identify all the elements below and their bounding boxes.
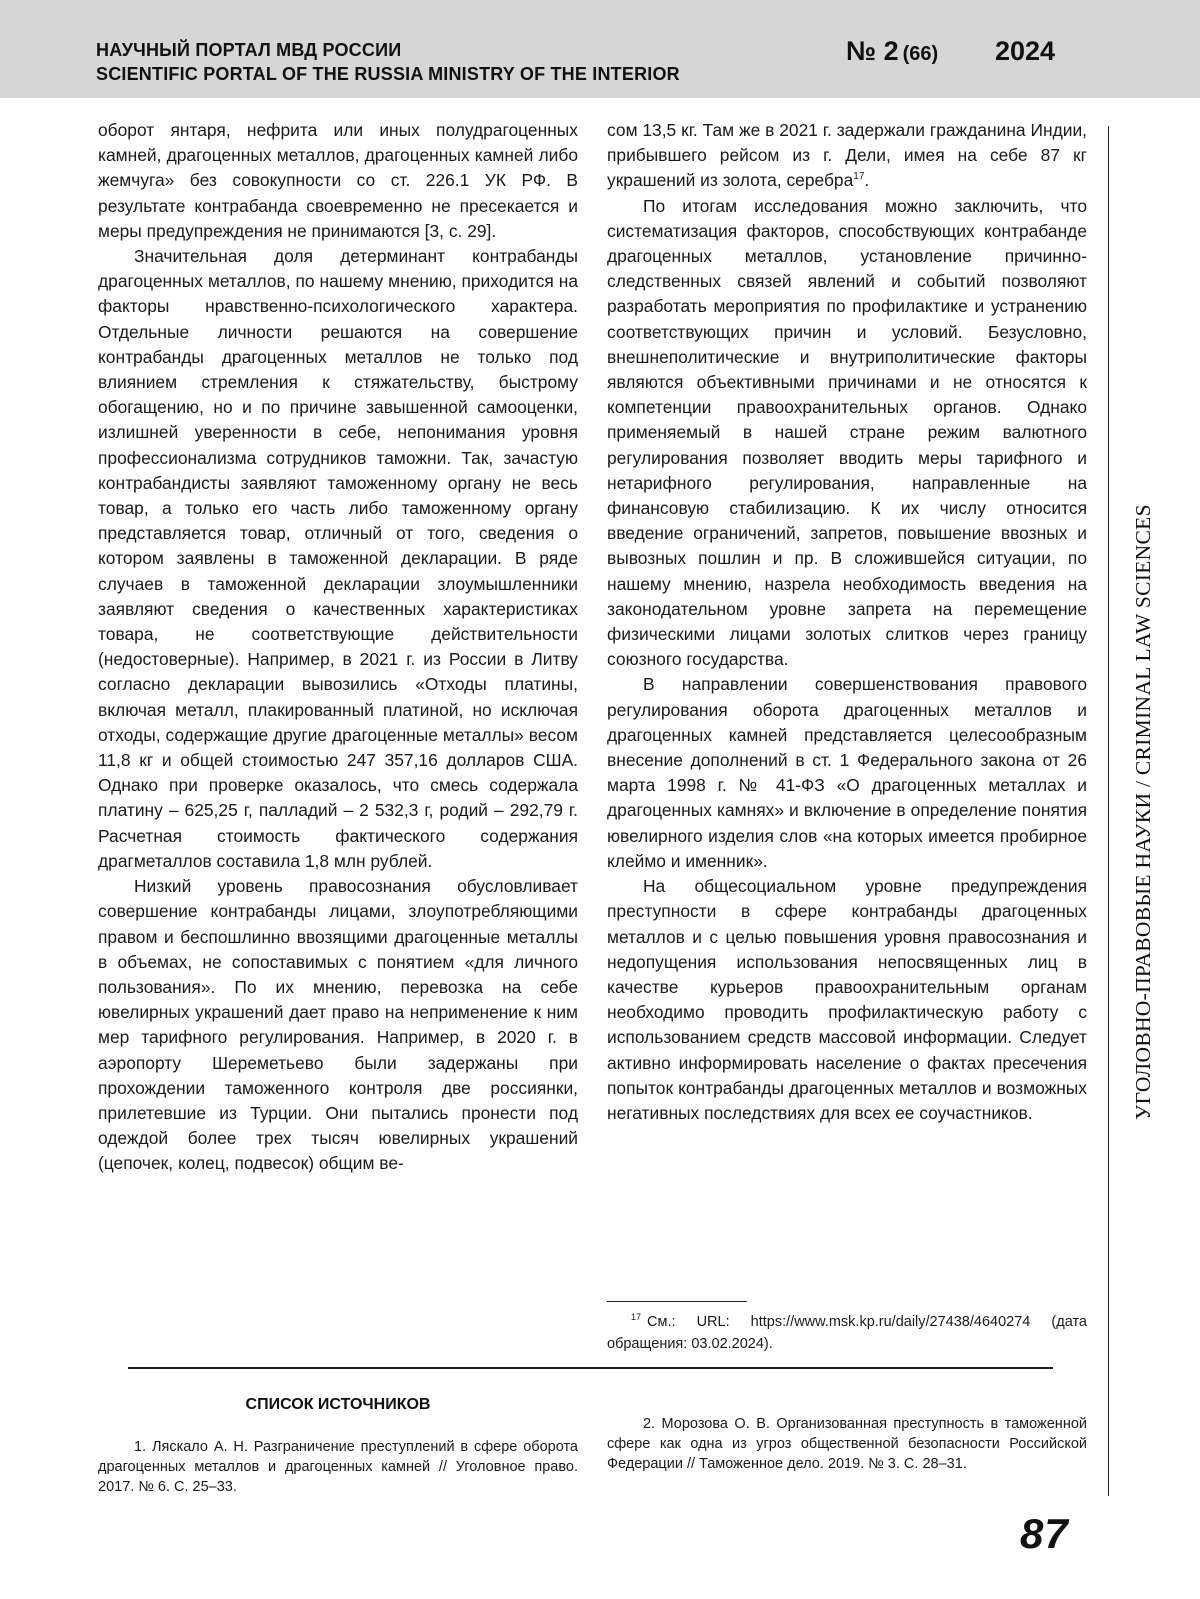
page-header xyxy=(0,0,1200,98)
reference-item: 2. Морозова О. В. Организованная преступность в таможенной сфере как одна из угроз общественной безопасности Российской Федерации // Таможенное дело. 2019. № 3. С. 28–31. xyxy=(607,1416,1087,1472)
left-column xyxy=(98,118,578,1177)
references-heading: СПИСОК ИСТОЧНИКОВ xyxy=(245,1396,431,1413)
journal-title-en: SCIENTIFIC PORTAL OF THE RUSSIA MINISTRY OF THE INTERIOR xyxy=(96,64,680,84)
right-paragraph-1 xyxy=(607,118,1087,194)
right-paragraph-4: На общесоциальном уровне предупреждения преступности в сфере контрабанды драгоценных металлов и с целью повышения уровня правосознания и недопущения использования непосвященных лиц в качестве курьеров правоохранительным органам необходимо проводить профилактическую работу с использованием средств массовой информации. Следует активно информировать население о фактах пресечения попыток контрабанды драгоценных металлов и возможных негативных последствиях для всех ее соучастников. xyxy=(607,876,1087,1123)
footnote-reference-17: 17 xyxy=(853,171,865,183)
right-paragraph-1-text: сом 13,5 кг. Там же в 2021 г. задержали гражданина Индии, прибывшего рейсом из г. Дели, имея на себе 87 кг украшений из золота, серебра xyxy=(607,120,1087,191)
footnote-mark: 17 xyxy=(631,1312,642,1322)
footnote xyxy=(607,1306,1087,1355)
issue-year: 2024 xyxy=(995,36,1056,66)
footnote-text: См.: URL: https://www.msk.kp.ru/daily/27438/4640274 (дата обращения: 03.02.2024). xyxy=(607,1313,1087,1352)
section-side-label: УГОЛОВНО-ПРАВОВЫЕ НАУКИ / CRIMINAL LAW SCIENCES xyxy=(1131,504,1155,1120)
footnote-divider xyxy=(607,1301,747,1302)
right-paragraph-3: В направлении совершенствования правового регулирования оборота драгоценных металлов и драгоценных камней представляется целесообразным внесение дополнений в ст. 1 Федерального закона от 26 марта 1998 г. № 41-ФЗ «О драгоценных металлах и драгоценных камнях» и включение в определение понятия ювелирного изделия слов «на которых имеется пробирное клеймо и именник». xyxy=(607,674,1087,871)
left-paragraph-2: Значительная доля детерминант контрабанды драгоценных металлов, по нашему мнению, приходится на факторы нравственно-психологического характера. Отдельные личности решаются на совершение контрабанды драгоценных металлов не только под влиянием стремления к стяжательству, быстрому обогащению, но и по причине завышенной самооценки, излишней уверенности в себе, непонимания уровня профессионализма сотрудников таможни. Так, зачастую контрабандисты заявляют таможенному органу не весь товар, а только его часть либо таможенному органу представляется товар, отличный от того, сведения о котором заявлены в таможенной декларации. В ряде случаев в таможенной декларации злоумышленники заявляют сведения о качественных характеристиках товара, не соответствующие действительности (недостоверные). Например, в 2021 г. из России в Литву согласно декларации вывозились «Отходы платины, включая металл, плакированный платиной, но исключая отходы, содержащие другие драгоценные металлы» весом 11,8 кг и общей стоимостью 247 357,16 долларов США. Однако при проверке оказалось, что смесь содержала платину – 625,25 г, палладий – 2 532,3 г, родий – 292,79 г. Расчетная стоимость фактического содержания драгметаллов составила 1,8 млн рублей. xyxy=(98,246,578,871)
right-paragraph-2: По итогам исследования можно заключить, что систематизация факторов, способствующих контрабанде драгоценных металлов, установление причинно-следственных связей явлений и событий позволяют разработать мероприятия по профилактике и устранению соответствующих причин и условий. Безусловно, внешнеполитические и внутриполитические факторы являются объективными причинами и не относятся к компетенции правоохранительных органов. Однако применяемый в нашей стране режим валютного регулирования позволяет вводить меры тарифного и нетарифного регулирования, направленные на финансовую стабилизацию. К их числу относится введение ограничений, запретов, повышение ввозных и вывозных пошлин и пр. В сложившейся ситуации, по нашему мнению, назрела необходимость введения на законодательном уровне запрета на перемещение физическими лицами золотых слитков через границу союзного государства. xyxy=(607,195,1087,670)
references-divider xyxy=(128,1367,1053,1369)
left-paragraph-1: оборот янтаря, нефрита или иных полудрагоценных камней, драгоценных металлов, драгоценных камней либо жемчуга» без совокупности со ст. 226.1 УК РФ. В результате контрабанда своевременно не пресекается и меры предупреждения не принимаются [3, с. 29]. xyxy=(98,120,578,241)
left-paragraph-3: Низкий уровень правосознания обусловливает совершение контрабанды лицами, злоупотребляющими правом и беспошлинно ввозящими драгоценные металлы в объемах, не сопоставимых с понятием «для личного пользования». По их мнению, перевозка на себе ювелирных украшений дает право на неприменение к ним мер тарифного регулирования. Например, в 2020 г. в аэропорту Шереметьево были задержаны при прохождении таможенного контроля две россиянки, прилетевшие из Турции. Они пытались пронести под одеждой более трех тысяч ювелирных украшений (цепочек, колец, подвесок) общим ве- xyxy=(98,876,578,1174)
reference-item: 1. Ляскало А. Н. Разграничение преступлений в сфере оборота драгоценных металлов и драгоценных камней // Уголовное право. 2017. № 6. С. 25–33. xyxy=(98,1439,578,1495)
issue-number xyxy=(846,36,938,67)
right-column xyxy=(607,118,1087,1126)
issue-label: № 2 xyxy=(846,36,899,66)
journal-title-ru: НАУЧНЫЙ ПОРТАЛ МВД РОССИИ xyxy=(96,40,402,60)
page-number: 87 xyxy=(1020,1510,1069,1557)
right-paragraph-1-end: . xyxy=(864,170,870,191)
issue-total: (66) xyxy=(902,43,939,65)
vertical-divider xyxy=(1108,126,1109,1496)
